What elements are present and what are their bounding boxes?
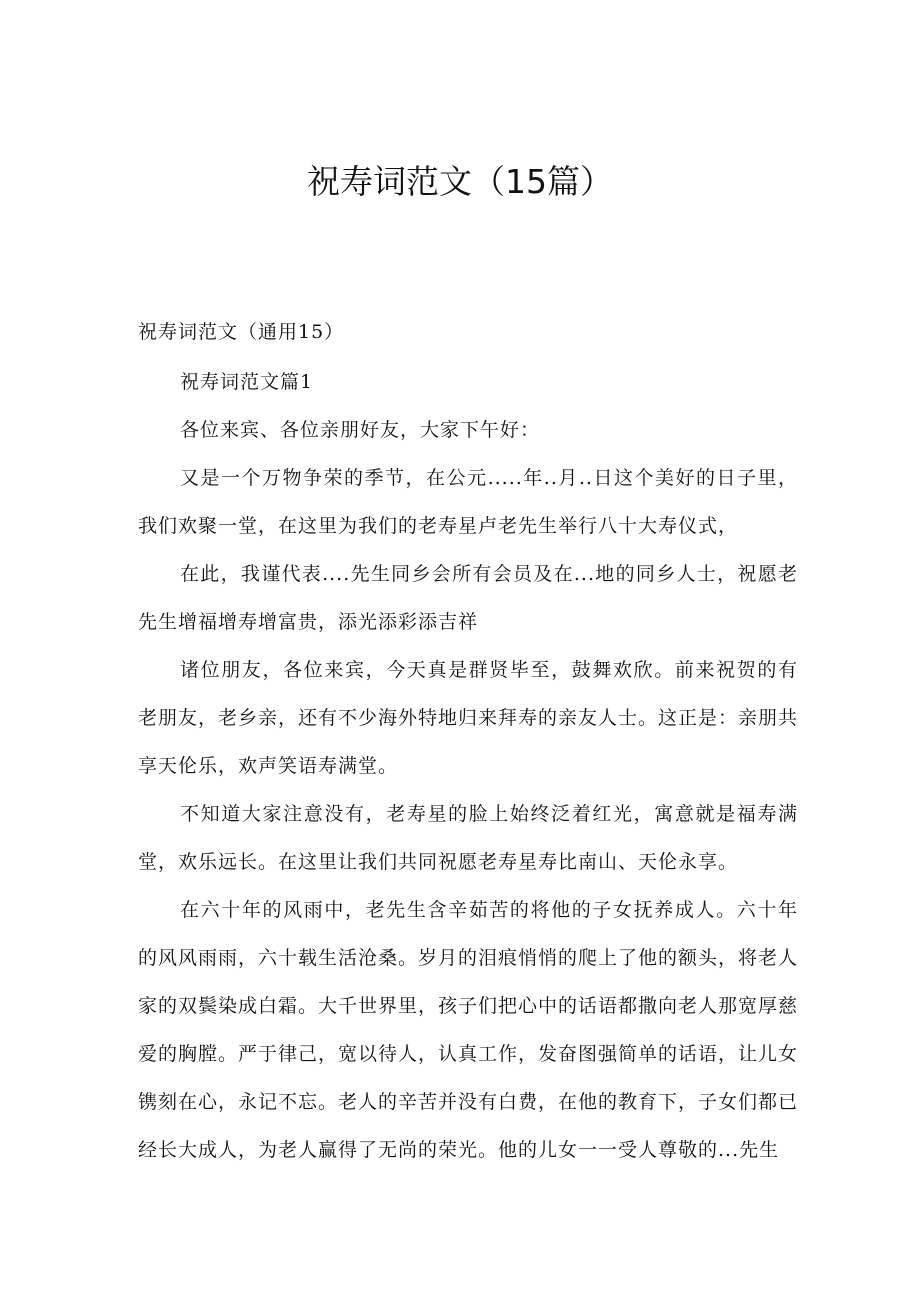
- document-title: 祝寿词范文（15篇）: [307, 162, 613, 201]
- paragraph-1: 又是一个万物争荣的季节，在公元.....年..月..日这个美好的日子里，我们欢聚一堂，在这里为我们的老寿星卢老先生举行八十大寿仪式，: [138, 467, 798, 537]
- paragraph-2: 在此，我谨代表....先生同乡会所有会员及在...地的同乡人士，祝愿老先生增福增寿增富贵，添光添彩添吉祥: [138, 563, 798, 633]
- paragraph-3: 诸位朋友，各位来宾，今天真是群贤毕至，鼓舞欢欣。前来祝贺的有老朋友，老乡亲，还有不少海外特地归来拜寿的亲友人士。这正是：亲朋共享天伦乐，欢声笑语寿满堂。: [138, 659, 799, 777]
- document-subtitle: 祝寿词范文（通用15）: [138, 321, 345, 343]
- document-body: [138, 308, 798, 1174]
- paragraph-5: 在六十年的风雨中，老先生含辛茹苦的将他的子女抚养成人。六十年的风风雨雨，六十载生活沧桑。岁月的泪痕悄悄的爬上了他的额头，将老人家的双鬓染成白霜。大千世界里，孩子们把心中的话语都撒向老人那宽厚慈爱的胸膛。严于律己，宽以待人，认真工作，发奋图强简单的话语，让儿女镌刻在心，永记不忘。老人的辛苦并没有白费，在他的教育下，子女们都已经长大成人，为老人赢得了无尚的荣光。他的儿女一一受人尊敬的...先生: [138, 899, 799, 1161]
- paragraph-greeting: 各位来宾、各位亲朋好友，大家下午好：: [180, 419, 541, 441]
- paragraph-4: 不知道大家注意没有，老寿星的脸上始终泛着红光，寓意就是福寿满堂，欢乐远长。在这里让我们共同祝愿老寿星寿比南山、天伦永享。: [138, 803, 798, 873]
- section-heading: 祝寿词范文篇1: [180, 371, 314, 393]
